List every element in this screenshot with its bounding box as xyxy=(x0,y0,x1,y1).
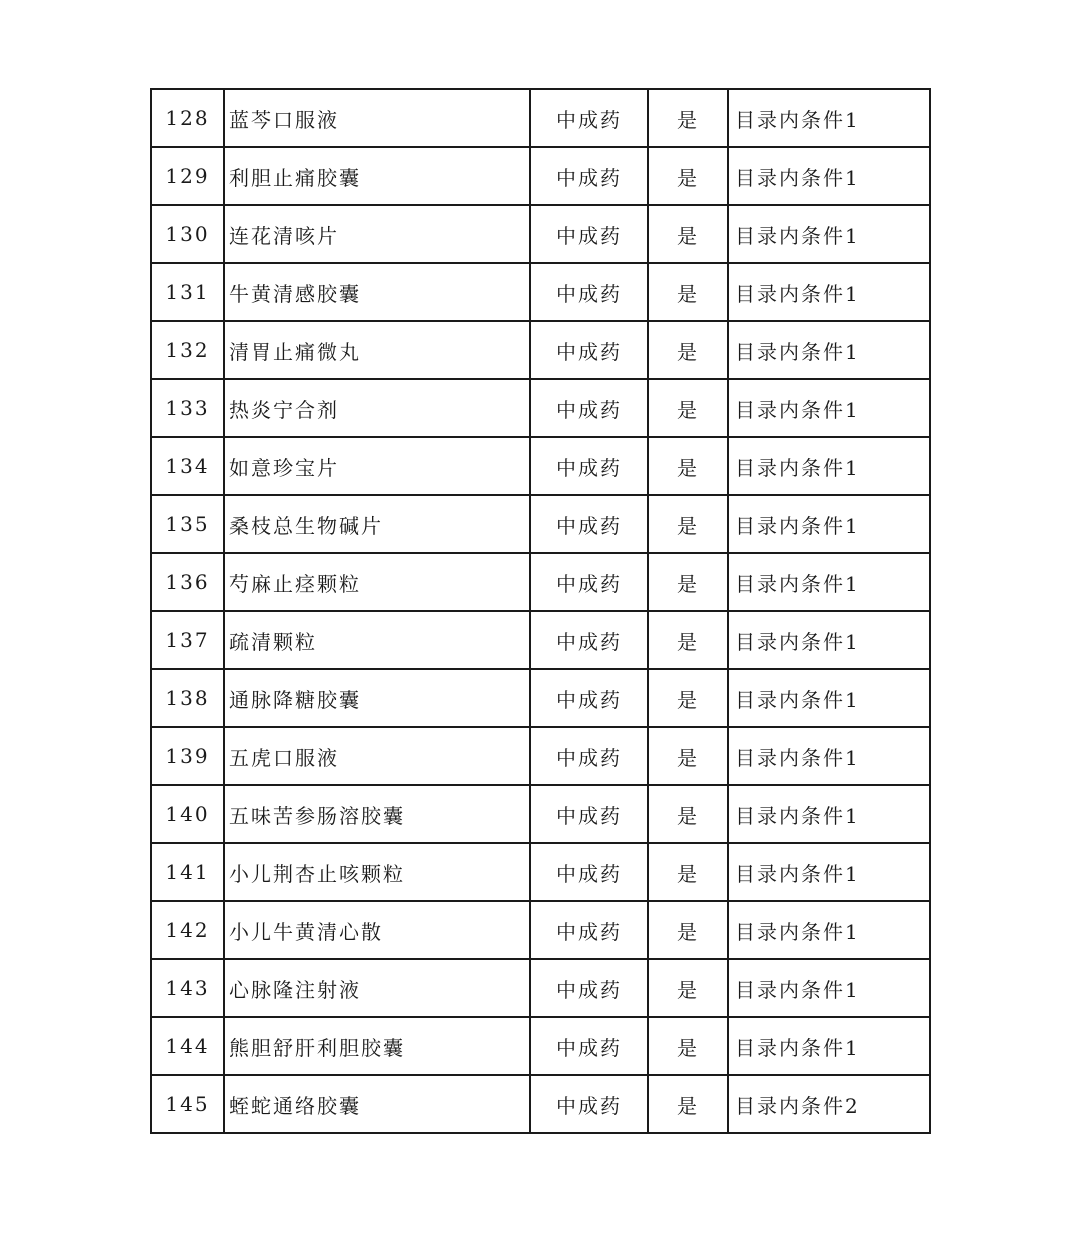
drug-name-cell: 连花清咳片 xyxy=(224,205,530,263)
table-row xyxy=(151,901,930,959)
drug-name-cell: 蓝芩口服液 xyxy=(224,89,530,147)
drug-category-cell: 中成药 xyxy=(530,669,648,727)
table-row xyxy=(151,89,930,147)
drug-category-cell: 中成药 xyxy=(530,611,648,669)
drug-category-cell: 中成药 xyxy=(530,727,648,785)
payment-condition-cell: 目录内条件1 xyxy=(728,321,930,379)
drug-category-cell: 中成药 xyxy=(530,263,648,321)
table-row xyxy=(151,785,930,843)
table-row xyxy=(151,727,930,785)
negotiated-flag-cell: 是 xyxy=(648,611,728,669)
row-number-cell: 140 xyxy=(151,785,224,843)
negotiated-flag-cell: 是 xyxy=(648,1075,728,1133)
drug-name-cell: 疏清颗粒 xyxy=(224,611,530,669)
row-number-cell: 136 xyxy=(151,553,224,611)
table-row xyxy=(151,1075,930,1133)
drug-name-cell: 小儿牛黄清心散 xyxy=(224,901,530,959)
payment-condition-cell: 目录内条件1 xyxy=(728,785,930,843)
payment-condition-cell: 目录内条件1 xyxy=(728,669,930,727)
payment-condition-cell: 目录内条件1 xyxy=(728,495,930,553)
payment-condition-cell: 目录内条件1 xyxy=(728,89,930,147)
negotiated-flag-cell: 是 xyxy=(648,147,728,205)
table-row xyxy=(151,959,930,1017)
drug-category-cell: 中成药 xyxy=(530,785,648,843)
table-row xyxy=(151,495,930,553)
negotiated-flag-cell: 是 xyxy=(648,89,728,147)
negotiated-flag-cell: 是 xyxy=(648,495,728,553)
drug-name-cell: 芍麻止痉颗粒 xyxy=(224,553,530,611)
table-row xyxy=(151,611,930,669)
row-number-cell: 138 xyxy=(151,669,224,727)
payment-condition-cell: 目录内条件1 xyxy=(728,147,930,205)
table-row xyxy=(151,147,930,205)
table-row xyxy=(151,553,930,611)
drug-category-cell: 中成药 xyxy=(530,205,648,263)
drug-category-cell: 中成药 xyxy=(530,843,648,901)
drug-name-cell: 如意珍宝片 xyxy=(224,437,530,495)
payment-condition-cell: 目录内条件1 xyxy=(728,205,930,263)
table-row xyxy=(151,379,930,437)
table-row xyxy=(151,437,930,495)
row-number-cell: 131 xyxy=(151,263,224,321)
payment-condition-cell: 目录内条件1 xyxy=(728,437,930,495)
table-row xyxy=(151,263,930,321)
drug-category-cell: 中成药 xyxy=(530,1017,648,1075)
row-number-cell: 128 xyxy=(151,89,224,147)
drug-list-table xyxy=(150,88,931,1134)
payment-condition-cell: 目录内条件1 xyxy=(728,611,930,669)
negotiated-flag-cell: 是 xyxy=(648,321,728,379)
payment-condition-cell: 目录内条件1 xyxy=(728,843,930,901)
drug-name-cell: 心脉隆注射液 xyxy=(224,959,530,1017)
row-number-cell: 129 xyxy=(151,147,224,205)
negotiated-flag-cell: 是 xyxy=(648,553,728,611)
negotiated-flag-cell: 是 xyxy=(648,727,728,785)
drug-name-cell: 五虎口服液 xyxy=(224,727,530,785)
row-number-cell: 130 xyxy=(151,205,224,263)
drug-name-cell: 利胆止痛胶囊 xyxy=(224,147,530,205)
row-number-cell: 134 xyxy=(151,437,224,495)
drug-category-cell: 中成药 xyxy=(530,437,648,495)
row-number-cell: 137 xyxy=(151,611,224,669)
drug-name-cell: 清胃止痛微丸 xyxy=(224,321,530,379)
payment-condition-cell: 目录内条件1 xyxy=(728,553,930,611)
drug-name-cell: 牛黄清感胶囊 xyxy=(224,263,530,321)
row-number-cell: 145 xyxy=(151,1075,224,1133)
drug-category-cell: 中成药 xyxy=(530,495,648,553)
drug-name-cell: 通脉降糖胶囊 xyxy=(224,669,530,727)
negotiated-flag-cell: 是 xyxy=(648,205,728,263)
row-number-cell: 143 xyxy=(151,959,224,1017)
drug-name-cell: 五味苦参肠溶胶囊 xyxy=(224,785,530,843)
negotiated-flag-cell: 是 xyxy=(648,669,728,727)
negotiated-flag-cell: 是 xyxy=(648,263,728,321)
drug-category-cell: 中成药 xyxy=(530,1075,648,1133)
negotiated-flag-cell: 是 xyxy=(648,785,728,843)
drug-name-cell: 热炎宁合剂 xyxy=(224,379,530,437)
payment-condition-cell: 目录内条件2 xyxy=(728,1075,930,1133)
negotiated-flag-cell: 是 xyxy=(648,959,728,1017)
drug-name-cell: 桑枝总生物碱片 xyxy=(224,495,530,553)
table-row xyxy=(151,1017,930,1075)
row-number-cell: 133 xyxy=(151,379,224,437)
drug-category-cell: 中成药 xyxy=(530,959,648,1017)
table-row xyxy=(151,321,930,379)
payment-condition-cell: 目录内条件1 xyxy=(728,901,930,959)
table-body xyxy=(151,89,930,1133)
drug-name-cell: 小儿荆杏止咳颗粒 xyxy=(224,843,530,901)
negotiated-flag-cell: 是 xyxy=(648,843,728,901)
drug-name-cell: 熊胆舒肝利胆胶囊 xyxy=(224,1017,530,1075)
table-row xyxy=(151,669,930,727)
drug-category-cell: 中成药 xyxy=(530,553,648,611)
negotiated-flag-cell: 是 xyxy=(648,1017,728,1075)
drug-name-cell: 蛭蛇通络胶囊 xyxy=(224,1075,530,1133)
row-number-cell: 144 xyxy=(151,1017,224,1075)
drug-category-cell: 中成药 xyxy=(530,321,648,379)
payment-condition-cell: 目录内条件1 xyxy=(728,959,930,1017)
row-number-cell: 142 xyxy=(151,901,224,959)
negotiated-flag-cell: 是 xyxy=(648,379,728,437)
negotiated-flag-cell: 是 xyxy=(648,437,728,495)
payment-condition-cell: 目录内条件1 xyxy=(728,263,930,321)
row-number-cell: 139 xyxy=(151,727,224,785)
drug-category-cell: 中成药 xyxy=(530,147,648,205)
table-row xyxy=(151,843,930,901)
row-number-cell: 141 xyxy=(151,843,224,901)
row-number-cell: 135 xyxy=(151,495,224,553)
drug-category-cell: 中成药 xyxy=(530,89,648,147)
drug-category-cell: 中成药 xyxy=(530,379,648,437)
negotiated-flag-cell: 是 xyxy=(648,901,728,959)
payment-condition-cell: 目录内条件1 xyxy=(728,379,930,437)
table-row xyxy=(151,205,930,263)
payment-condition-cell: 目录内条件1 xyxy=(728,727,930,785)
drug-category-cell: 中成药 xyxy=(530,901,648,959)
payment-condition-cell: 目录内条件1 xyxy=(728,1017,930,1075)
row-number-cell: 132 xyxy=(151,321,224,379)
